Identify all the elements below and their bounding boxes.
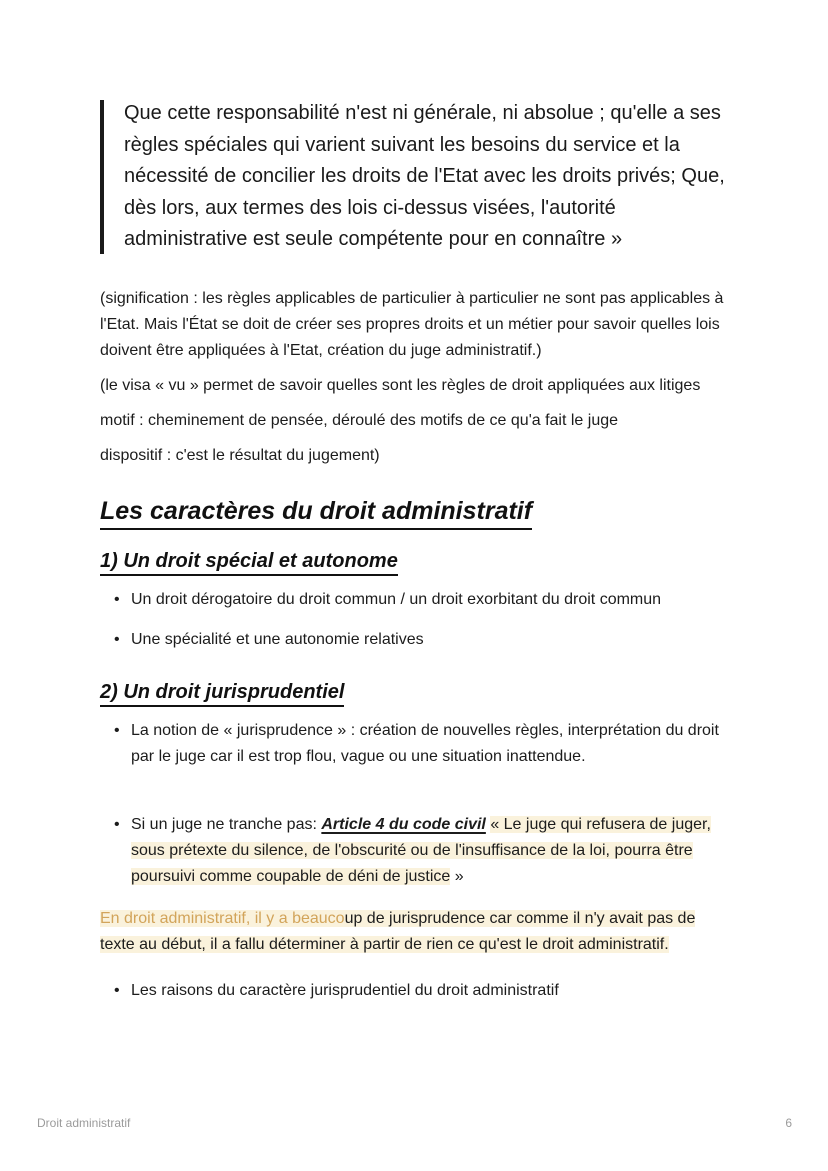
quote-closing-mark: »	[454, 867, 464, 885]
bullet-text-prefix: Si un juge ne tranche pas:	[131, 815, 317, 833]
quote-highlighted-text: « Le juge qui refusera de juger, sous prétexte du silence, de l'obscurité ou de l'insuffisance de la loi, pourra être poursuivi comme coupable de déni de justice	[131, 815, 711, 885]
bullet-text: La notion de « jurisprudence » : création de nouvelles règles, interprétation du droit par le juge car il est trop flou, vague ou une situation inattendue.	[131, 721, 719, 765]
article-4-reference: Article 4 du code civil	[321, 815, 486, 833]
list-section-2c	[100, 978, 730, 1004]
heading-caracteres-droit-administratif	[100, 497, 730, 526]
accent-highlighted-text: En droit administratif, il y a beauco	[100, 909, 345, 927]
bullet-text: Une spécialité et une autonomie relatives	[131, 630, 424, 648]
bullet-text: Un droit dérogatoire du droit commun / un droit exorbitant du droit commun	[131, 590, 662, 608]
list-item	[100, 627, 730, 653]
subheading-text: 2) Un droit jurisprudentiel	[100, 681, 344, 707]
list-section-2b	[100, 812, 730, 890]
paragraph-dispositif: dispositif : c'est le résultat du jugement)	[100, 446, 380, 464]
empty-line	[100, 784, 730, 812]
paragraph-visa: (le visa « vu » permet de savoir quelles sont les règles de droit appliquées aux litiges	[100, 376, 701, 394]
list-item	[100, 812, 730, 890]
subheading-droit-special-autonome	[100, 550, 730, 573]
highlighted-text: up de jurisprudence car comme il n'y avait pas de texte au début, il a fallu déterminer à partir de rien ce qu'est le droit administratif.	[100, 909, 696, 953]
list-item	[100, 718, 730, 770]
heading-text: Les caractères du droit administratif	[100, 497, 532, 530]
list-item	[100, 978, 730, 1004]
blockquote	[100, 98, 730, 256]
paragraph-signification: (signification : les règles applicables de particulier à particulier ne sont pas applicables à l'Etat. Mais l'État se doit de créer ses propres droits et un métier pour savoir quelles lois doivent être appliquées à l'Etat, création du juge administratif.)	[100, 289, 724, 359]
subheading-text: 1) Un droit spécial et autonome	[100, 550, 398, 576]
list-section-1	[100, 587, 730, 653]
paragraph-motif: motif : cheminement de pensée, déroulé des motifs de ce qu'a fait le juge	[100, 411, 619, 429]
blockquote-text: Que cette responsabilité n'est ni générale, ni absolue ; qu'elle a ses règles spéciales qui varient suivant les besoins du service et la nécessité de concilier les droits de l'Etat avec les droits privés; Que, dès lors, aux termes des lois ci-dessus visées, l'autorité administrative est seule compétente pour en connaître »	[124, 102, 725, 250]
list-section-2a	[100, 718, 730, 770]
paragraph-jurisprudence-highlight	[100, 906, 730, 958]
footer-page-number: 6	[785, 1116, 792, 1130]
list-item	[100, 587, 730, 613]
footer-document-title: Droit administratif	[37, 1116, 131, 1130]
subheading-droit-jurisprudentiel	[100, 681, 730, 704]
bullet-text: Les raisons du caractère jurisprudentiel du droit administratif	[131, 981, 559, 999]
page-footer	[37, 1116, 792, 1130]
